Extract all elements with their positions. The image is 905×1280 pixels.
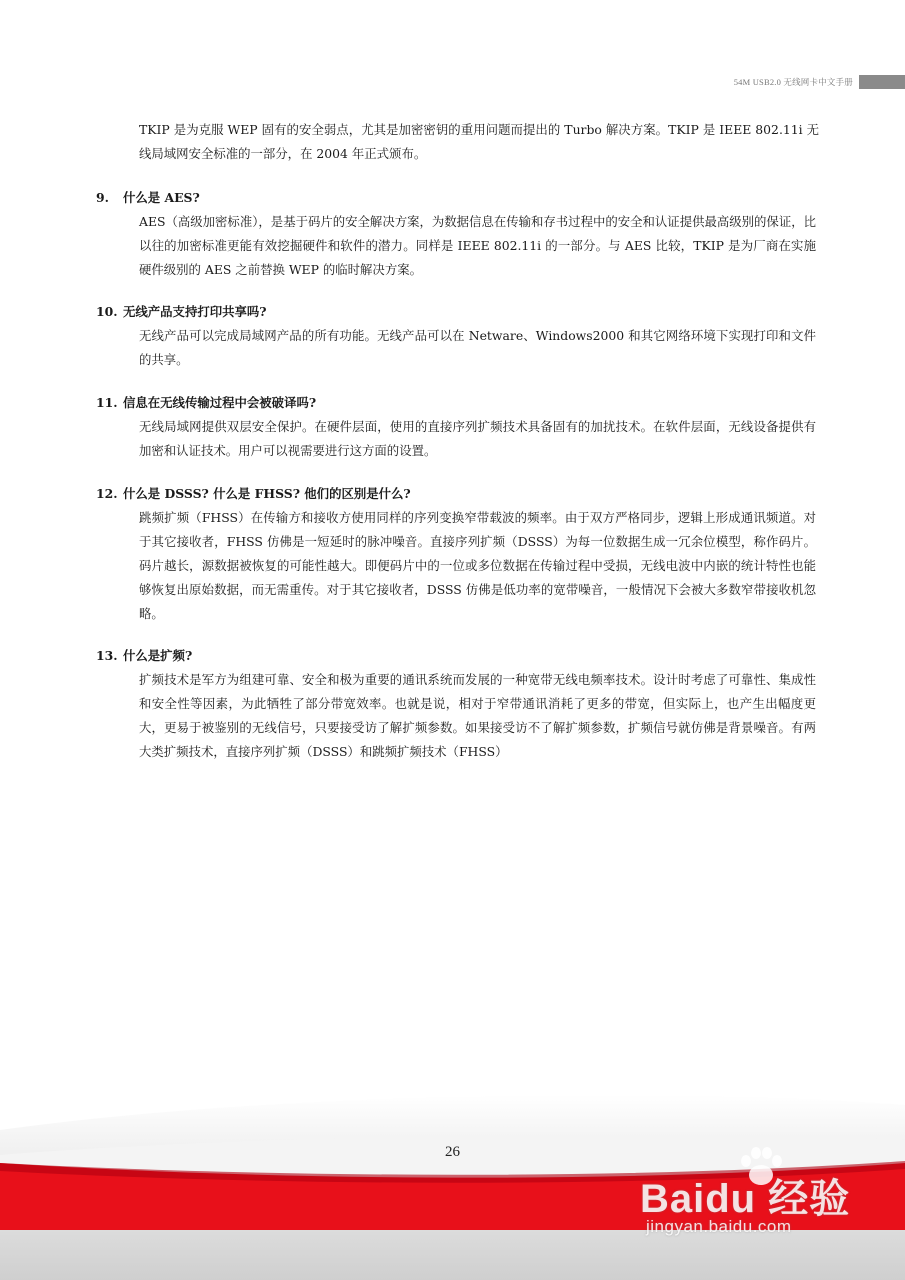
faq-number: 9. bbox=[96, 190, 109, 205]
watermark-url: jingyan.baidu.com bbox=[646, 1217, 792, 1236]
faq-answer: 扩频技术是军方为组建可靠、安全和极为重要的通讯系统而发展的一种宽带无线电频率技术。设计时考虑了可靠性、集成性和安全性等因素，为此牺牲了部分带宽效率。也就是说，相对于窄带通讯消耗了更多的带宽，但实际上，也产生出幅度更大，更易于被鉴别的无线信号，只要接受访了解扩频参数。如果接受访不了解扩频参数，扩频信号就仿佛是背景噪音。有两大类扩频技术，直接序列扩频（DSSS）和跳频扩频技术（FHSS） bbox=[139, 672, 816, 759]
faq-question-text: 什么是 DSSS? 什么是 FHSS? 他们的区别是什么? bbox=[123, 486, 411, 501]
faq-question-text: 信息在无线传输过程中会被破译吗? bbox=[123, 395, 317, 410]
faq-question bbox=[96, 186, 816, 210]
faq-number: 12. bbox=[96, 486, 118, 501]
faq-question bbox=[96, 482, 816, 506]
header-title: 54M USB2.0 无线网卡中文手册 bbox=[733, 77, 853, 87]
faq-answer: 跳频扩频（FHSS）在传输方和接收方使用同样的序列变换窄带载波的频率。由于双方严格同步，逻辑上形成通讯频道。对于其它接收者，FHSS 仿佛是一短延时的脉冲噪音。直接序列扩频（DSSS）为每一位数据生成一冗余位模型，称作码片。码片越长，源数据被恢复的可能性越大。即便码片中的一位或多位数据在传输过程中受损，无线电波中内嵌的统计特性也能够恢复出原始数据，而无需重传。对于其它接收者，DSSS 仿佛是低功率的宽带噪音，一般情况下会被大多数窄带接收机忽略。 bbox=[139, 510, 816, 621]
faq-question-text: 什么是扩频? bbox=[123, 648, 193, 663]
faq-question-text: 什么是 AES? bbox=[123, 190, 200, 205]
faq-question bbox=[96, 391, 816, 415]
faq-number: 11. bbox=[96, 395, 118, 410]
watermark-logo: Baidu 经验 bbox=[640, 1177, 851, 1221]
intro-text: TKIP 是为克服 WEP 固有的安全弱点，尤其是加密密钥的重用问题而提出的 Turbo 解决方案。TKIP 是 IEEE 802.11i 无线局域网安全标准的一部分，在 2004 年正式颁布。 bbox=[139, 122, 819, 161]
faq-answer: 无线局域网提供双层安全保护。在硬件层面，使用的直接序列扩频技术具备固有的加扰技术。在软件层面，无线设备提供有加密和认证技术。用户可以视需要进行这方面的设置。 bbox=[139, 419, 816, 458]
faq-number: 13. bbox=[96, 648, 118, 663]
faq-question bbox=[96, 300, 816, 324]
header-bar bbox=[859, 75, 905, 89]
faq-number: 10. bbox=[96, 304, 118, 319]
running-header bbox=[734, 74, 905, 90]
faq-section-13 bbox=[96, 644, 816, 764]
intro-paragraph bbox=[139, 118, 819, 166]
faq-section-11 bbox=[96, 391, 816, 463]
faq-question-text: 无线产品支持打印共享吗? bbox=[123, 304, 267, 319]
faq-answer: 无线产品可以完成局域网产品的所有功能。无线产品可以在 Netware、Windows2000 和其它网络环境下实现打印和文件的共享。 bbox=[139, 328, 816, 367]
faq-section-9 bbox=[96, 186, 816, 282]
faq-answer: AES（高级加密标准），是基于码片的安全解决方案，为数据信息在传输和存书过程中的安全和认证提供最高级别的保证，比以往的加密标准更能有效挖掘硬件和软件的潜力。同样是 IEEE 802.11i 的一部分。与 AES 比较，TKIP 是为厂商在实施硬件级别的 AES 之前替换 WEP 的临时解决方案。 bbox=[139, 214, 816, 277]
faq-section-12 bbox=[96, 482, 816, 626]
baidu-watermark bbox=[640, 1145, 870, 1245]
faq-section-10 bbox=[96, 300, 816, 372]
page-number: 26 bbox=[445, 1144, 460, 1160]
faq-question bbox=[96, 644, 816, 668]
